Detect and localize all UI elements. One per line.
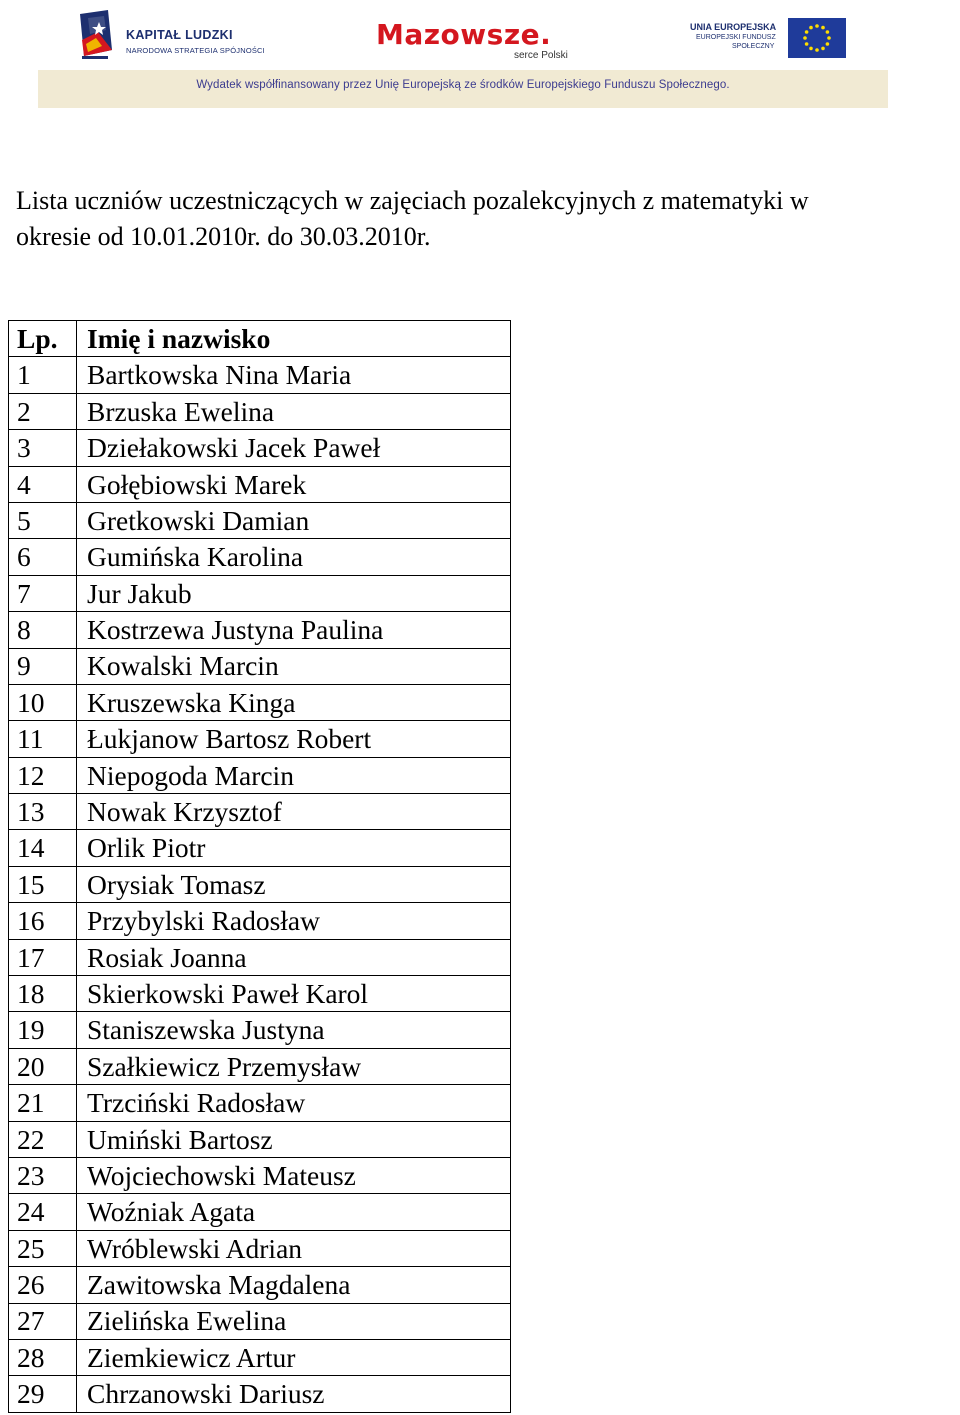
table-row — [9, 539, 511, 575]
student-name: Wojciechowski Mateusz — [77, 1157, 511, 1193]
student-name: Brzuska Ewelina — [77, 393, 511, 429]
header-lp: Lp. — [9, 321, 77, 357]
eu-logo-line1: UNIA EUROPEJSKA — [690, 22, 777, 32]
student-name: Bartkowska Nina Maria — [77, 357, 511, 393]
student-name: Orlik Piotr — [77, 830, 511, 866]
student-name: Zawitowska Magdalena — [77, 1267, 511, 1303]
row-number: 27 — [9, 1303, 77, 1339]
table-row — [9, 1303, 511, 1339]
document-title-line2: okresie od 10.01.2010r. do 30.03.2010r. — [16, 222, 431, 251]
table-row — [9, 466, 511, 502]
student-name: Łukjanow Bartosz Robert — [77, 721, 511, 757]
student-name: Dziełakowski Jacek Paweł — [77, 430, 511, 466]
row-number: 1 — [9, 357, 77, 393]
student-name: Kostrzewa Justyna Paulina — [77, 612, 511, 648]
student-name: Wróblewski Adrian — [77, 1230, 511, 1266]
row-number: 9 — [9, 648, 77, 684]
student-name: Ziemkiewicz Artur — [77, 1339, 511, 1375]
header-banner — [38, 0, 888, 108]
student-name: Zielińska Ewelina — [77, 1303, 511, 1339]
cofinancing-text: Wydatek współfinansowany przez Unię Europejską ze środków Europejskiego Funduszu Społecznego. — [196, 79, 730, 91]
row-number: 2 — [9, 393, 77, 429]
table-row — [9, 976, 511, 1012]
table-row — [9, 1157, 511, 1193]
table-row — [9, 794, 511, 830]
student-name: Trzciński Radosław — [77, 1085, 511, 1121]
row-number: 12 — [9, 757, 77, 793]
table-row — [9, 502, 511, 538]
table-row — [9, 1121, 511, 1157]
row-number: 5 — [9, 502, 77, 538]
logo-bar — [38, 0, 888, 70]
table-row — [9, 393, 511, 429]
mazowsze-tagline: serce Polski — [514, 50, 568, 61]
row-number: 8 — [9, 612, 77, 648]
eu-logo-line3: SPOŁECZNY — [732, 43, 775, 50]
table-row — [9, 903, 511, 939]
eu-flag-icon — [788, 18, 846, 58]
row-number: 6 — [9, 539, 77, 575]
student-name: Skierkowski Paweł Karol — [77, 976, 511, 1012]
row-number: 11 — [9, 721, 77, 757]
table-header-row — [9, 321, 511, 357]
student-name: Nowak Krzysztof — [77, 794, 511, 830]
table-row — [9, 612, 511, 648]
table-row — [9, 1048, 511, 1084]
row-number: 23 — [9, 1157, 77, 1193]
table-row — [9, 939, 511, 975]
table-row — [9, 357, 511, 393]
row-number: 10 — [9, 684, 77, 720]
student-name: Staniszewska Justyna — [77, 1012, 511, 1048]
mazowsze-logo — [370, 8, 580, 64]
row-number: 24 — [9, 1194, 77, 1230]
row-number: 19 — [9, 1012, 77, 1048]
student-name: Gumińska Karolina — [77, 539, 511, 575]
table-row — [9, 1376, 511, 1412]
row-number: 15 — [9, 866, 77, 902]
table-row — [9, 1267, 511, 1303]
kapital-ludzki-flag-icon — [78, 10, 118, 64]
kapital-ludzki-title: KAPITAŁ LUDZKI — [126, 28, 233, 42]
row-number: 7 — [9, 575, 77, 611]
student-name: Kruszewska Kinga — [77, 684, 511, 720]
student-name: Szałkiewicz Przemysław — [77, 1048, 511, 1084]
row-number: 22 — [9, 1121, 77, 1157]
student-name: Jur Jakub — [77, 575, 511, 611]
student-name: Gretkowski Damian — [77, 502, 511, 538]
header-name: Imię i nazwisko — [77, 321, 511, 357]
table-row — [9, 721, 511, 757]
row-number: 14 — [9, 830, 77, 866]
student-name: Kowalski Marcin — [77, 648, 511, 684]
table-row — [9, 866, 511, 902]
row-number: 25 — [9, 1230, 77, 1266]
row-number: 29 — [9, 1376, 77, 1412]
student-name: Woźniak Agata — [77, 1194, 511, 1230]
mazowsze-wordmark: Mazowsze. — [376, 18, 552, 51]
kapital-ludzki-logo — [74, 8, 304, 66]
table-row — [9, 648, 511, 684]
student-list-table — [8, 320, 511, 1413]
eu-logo-line2: EUROPEJSKI FUNDUSZ — [696, 34, 776, 41]
student-name: Umiński Bartosz — [77, 1121, 511, 1157]
student-name: Przybylski Radosław — [77, 903, 511, 939]
table-row — [9, 1339, 511, 1375]
document-title — [16, 183, 960, 255]
student-name: Orysiak Tomasz — [77, 866, 511, 902]
student-name: Rosiak Joanna — [77, 939, 511, 975]
row-number: 13 — [9, 794, 77, 830]
row-number: 17 — [9, 939, 77, 975]
table-row — [9, 757, 511, 793]
cofinancing-strip — [38, 70, 888, 108]
row-number: 26 — [9, 1267, 77, 1303]
student-name: Gołębiowski Marek — [77, 466, 511, 502]
table-row — [9, 684, 511, 720]
row-number: 21 — [9, 1085, 77, 1121]
table-row — [9, 1012, 511, 1048]
row-number: 16 — [9, 903, 77, 939]
kapital-ludzki-subtitle: NARODOWA STRATEGIA SPÓJNOŚCI — [126, 46, 265, 55]
document-title-line1: Lista uczniów uczestniczących w zajęciach pozalekcyjnych z matematyki w — [16, 186, 809, 215]
eu-logo — [688, 14, 853, 60]
table-row — [9, 575, 511, 611]
row-number: 4 — [9, 466, 77, 502]
row-number: 3 — [9, 430, 77, 466]
table-row — [9, 1194, 511, 1230]
table-row — [9, 830, 511, 866]
student-name: Niepogoda Marcin — [77, 757, 511, 793]
row-number: 20 — [9, 1048, 77, 1084]
student-name: Chrzanowski Dariusz — [77, 1376, 511, 1412]
row-number: 28 — [9, 1339, 77, 1375]
table-row — [9, 1230, 511, 1266]
table-row — [9, 430, 511, 466]
row-number: 18 — [9, 976, 77, 1012]
table-row — [9, 1085, 511, 1121]
